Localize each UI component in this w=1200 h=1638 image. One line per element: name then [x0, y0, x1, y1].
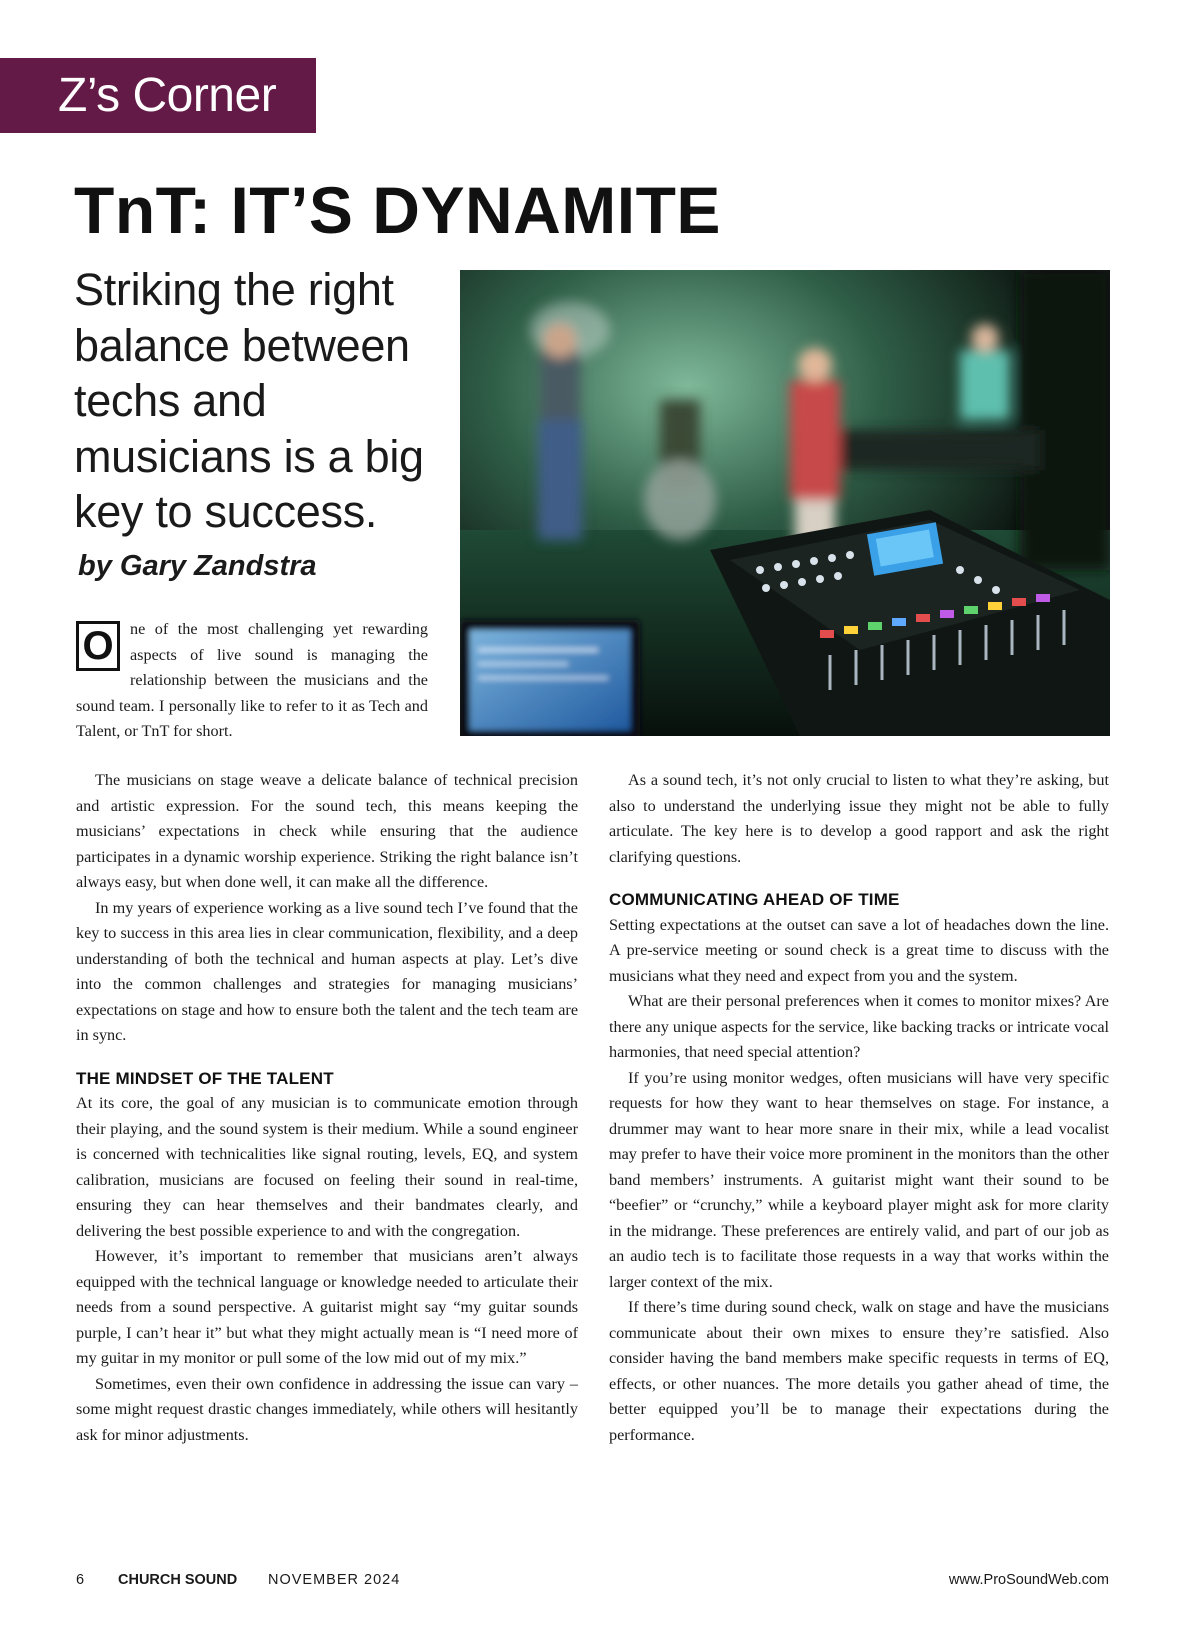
article-photo [460, 270, 1110, 736]
paragraph: What are their personal preferences when it comes to monitor mixes? Are there any unique aspects for the service, like backing tracks or intricate vocal harmonies, that need special attention? [609, 992, 1109, 1061]
publication-name: CHURCH SOUND [118, 1572, 238, 1588]
paragraph: The musicians on stage weave a delicate balance of technical precision and artistic expression. For the sound tech, this means keeping the musicians’ expectations in check while ensuring that the audience participates in a dynamic worship experience. Striking the right balance isn’t always easy, but when done well, it can make all the difference. [76, 771, 578, 891]
article-intro [76, 617, 428, 745]
page-footer [76, 1572, 1109, 1594]
article-column-right [609, 768, 1109, 1448]
paragraph: At its core, the goal of any musician is to communicate emotion through their playing, and the sound system is their medium. While a sound engineer is concerned with technicalities like signal routing, levels, EQ, and system calibration, musicians are focused on feeling their sound in real-time, ensuring they can hear themselves and their bandmates clearly, and delivering the best possible experience to and with the congregation. [76, 1094, 578, 1240]
paragraph: As a sound tech, it’s not only crucial to listen to what they’re asking, but also to understand the underlying issue they might not be able to fully articulate. The key here is to develop a good rapport and ask the right clarifying questions. [609, 771, 1109, 866]
section-tag: Z’s Corner [0, 58, 316, 133]
drop-cap: O [76, 621, 120, 671]
article-byline: by Gary Zandstra [78, 550, 317, 582]
article-column-left [76, 768, 578, 1448]
section-heading: THE MINDSET OF THE TALENT [76, 1068, 334, 1088]
page-number: 6 [76, 1572, 85, 1588]
paragraph: In my years of experience working as a live sound tech I’ve found that the key to success in this area lies in clear communication, flexibility, and a deep understanding of both the technical and human aspects at play. Let’s dive into the common challenges and strategies for managing musicians’ expectations on stage and how to ensure both the talent and the tech team are in sync. [76, 898, 578, 1044]
paragraph: If there’s time during sound check, walk on stage and have the musicians communicate about their own mixes to ensure they’re satisfied. Also consider having the band members make specific requests in terms of EQ, effects, or other nuances. The more details you gather ahead of time, the better equipped you’ll be to manage their expectations during the performance. [609, 1298, 1109, 1444]
article-deck: Striking the right balance between techs and musicians is a big key to success. [74, 264, 424, 537]
website-url: www.ProSoundWeb.com [948, 1572, 1109, 1588]
paragraph: Setting expectations at the outset can save a lot of headaches down the line. A pre-service meeting or sound check is a great time to discuss with the musicians what they need and expect from you and the system. [609, 915, 1109, 985]
section-heading: COMMUNICATING AHEAD OF TIME [609, 890, 900, 909]
paragraph: However, it’s important to remember that musicians aren’t always equipped with the technical language or knowledge needed to articulate their needs from a sound perspective. A guitarist might say “my guitar sounds purple, I can’t hear it” but what they might actually mean is “I need more of my guitar in my monitor or pull some of the low mid out of my mix.” [76, 1247, 578, 1367]
paragraph: If you’re using monitor wedges, often musicians will have very specific requests for how they want to hear themselves on stage. For instance, a drummer may want to hear more snare in their mix, while a lead vocalist may prefer to have their voice more prominent in the monitors than the other band members’ instruments. A guitarist might want their sound to be “beefier” or “crunchy,” while a keyboard player might ask for more clarity in the midrange. These preferences are entirely valid, and part of our job as an audio tech is to facilitate those requests in a way that works within the larger context of the mix. [609, 1068, 1109, 1291]
issue-date: NOVEMBER 2024 [268, 1572, 401, 1588]
article-headline: TnT: IT’S DYNAMITE [74, 173, 721, 247]
paragraph: Sometimes, even their own confidence in addressing the issue can vary – some might request drastic changes immediately, while others will hesitantly ask for minor adjustments. [76, 1374, 578, 1444]
intro-text: ne of the most challenging yet rewarding aspects of live sound is managing the relationship between the musicians and the sound team. I personally like to refer to it as Tech and Talent, or TnT for short. [76, 620, 428, 740]
